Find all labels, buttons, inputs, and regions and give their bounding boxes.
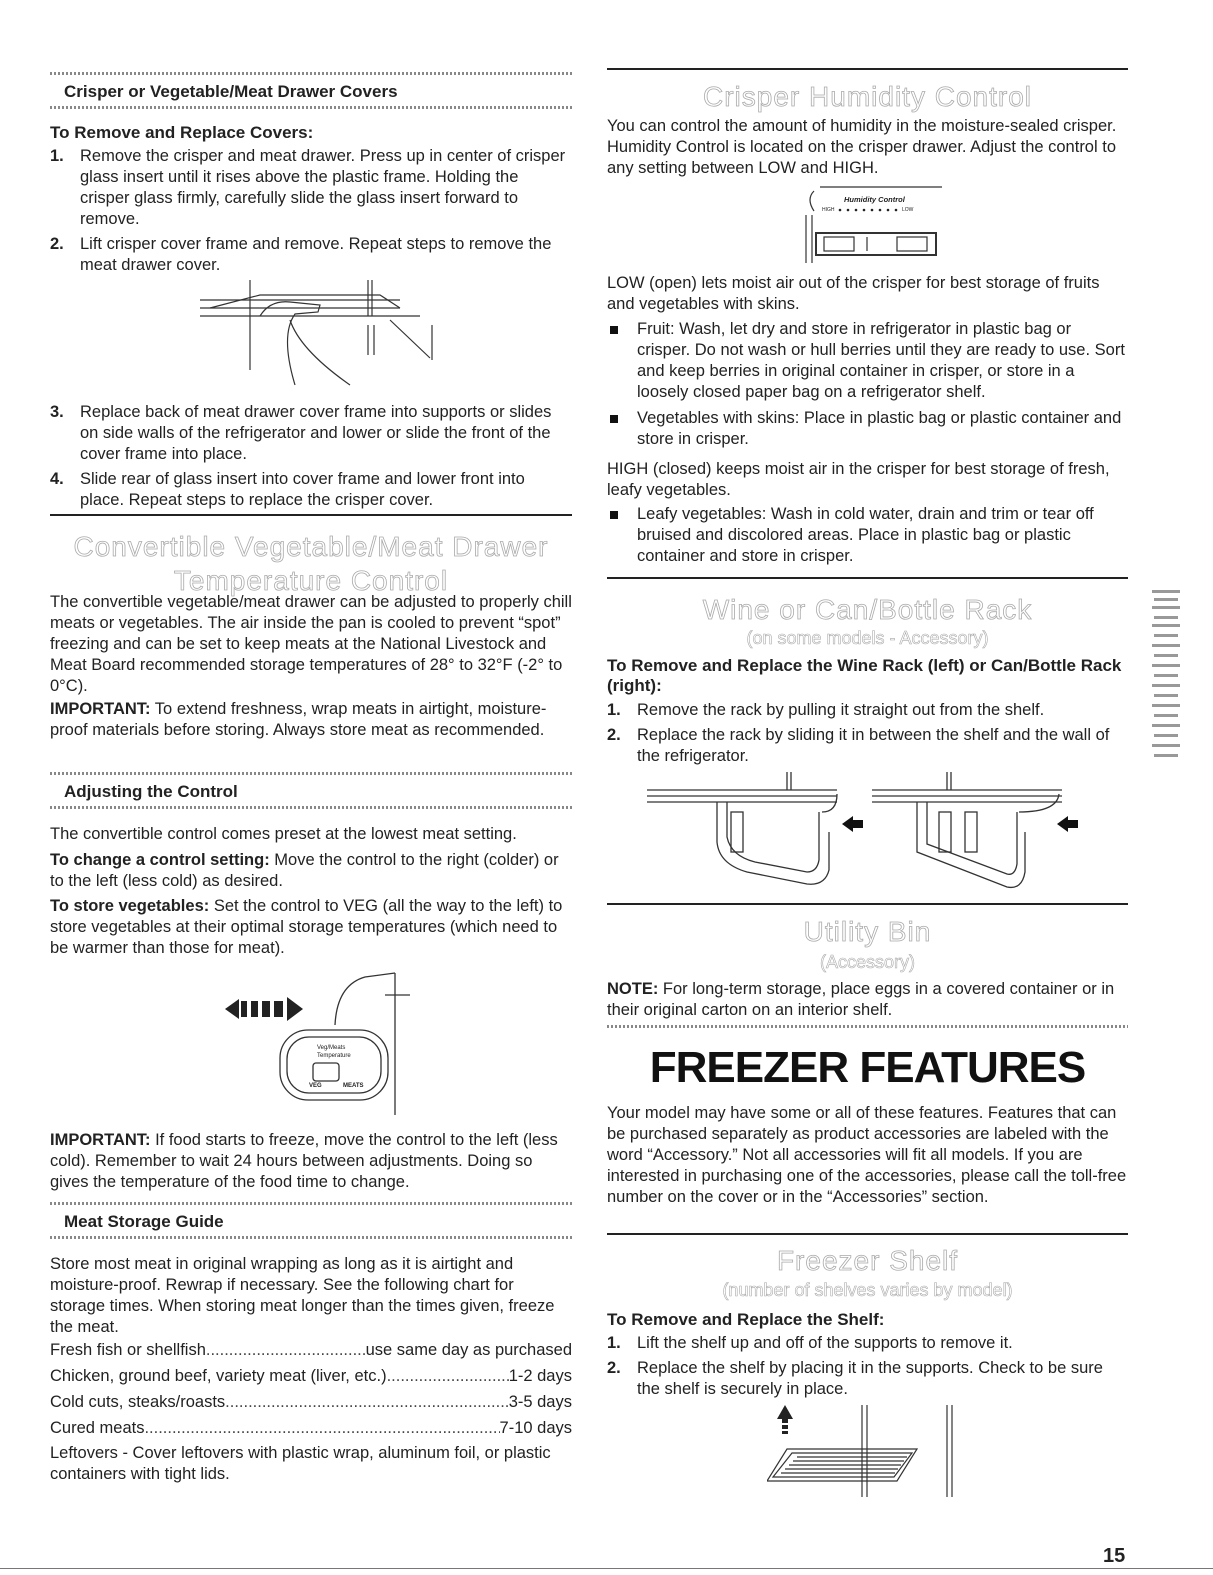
humidity-fig-label: Humidity Control — [844, 195, 905, 204]
high-setting-text: HIGH (closed) keeps moist air in the crisper for best storage of fresh, leafy vegetables. — [607, 460, 1110, 499]
divider — [50, 772, 572, 775]
shelf-steps — [607, 1333, 1128, 1404]
divider — [607, 68, 1128, 70]
freezer-shelf-illustration — [767, 1405, 957, 1497]
wine-rack-steps — [607, 700, 1128, 771]
section-title-wine-rack: Wine or Can/Bottle Rack — [702, 594, 1033, 625]
wine-rack-illustration — [647, 772, 1087, 892]
list-item: 2. Replace the shelf by placing it in the supports. Check to be sure the shelf is securely in place. — [607, 1359, 1103, 1398]
list-item: Fruit: Wash, let dry and store in refrigerator in plastic bag or crisper. Do not wash or hull berries until they are ready to use. Sort and keep berries in original container in crisper, or store in a loosely closed paper bag on a refrigerator shelf. — [607, 319, 1128, 403]
divider — [50, 1202, 572, 1205]
table-row: Chicken, ground beef, variety meat (liver, etc.) ..... 1-2 days — [50, 1366, 572, 1387]
divider — [607, 1233, 1128, 1235]
list-item: 1. Remove the crisper and meat drawer. Press up in center of crisper glass insert until it rises above the plastic frame. Holding the crisper glass firmly, carefully slide the glass insert forward to remove. — [50, 147, 566, 228]
dial-meats-label: MEATS — [343, 1083, 364, 1089]
shelf-heading: To Remove and Replace the Shelf: — [607, 1310, 885, 1329]
section-subtitle-wine-rack: (on some models - Accessory) — [746, 628, 989, 648]
list-item: 2. Lift crisper cover frame and remove. Repeat steps to remove the meat drawer cover. — [50, 235, 552, 274]
dial-veg-label: VEG — [309, 1083, 322, 1089]
table-row: Cured meats ..... 7-10 days — [50, 1418, 572, 1439]
leftovers-text: Leftovers - Cover leftovers with plastic wrap, aluminum foil, or plastic containers with tight lids. — [50, 1444, 551, 1483]
change-setting-text: To change a control setting: Move the control to the right (colder) or to the left (less cold) as desired. — [50, 851, 559, 890]
dial-label: Temperature — [317, 1053, 351, 1059]
humidity-fig-high: HIGH — [822, 207, 835, 213]
section-title-convertible: Convertible Vegetable/Meat Drawer Temperature Control — [73, 531, 549, 596]
low-bullets — [607, 319, 1128, 455]
table-row: Fresh fish or shellfish ..... use same day as purchased — [50, 1340, 572, 1361]
remove-steps-list — [50, 146, 572, 280]
divider — [50, 806, 572, 809]
remove-covers-heading: To Remove and Replace Covers: — [50, 123, 314, 142]
side-tab-pattern — [1150, 590, 1185, 765]
section-title-freezer-shelf: Freezer Shelf — [776, 1245, 959, 1276]
adjusting-body: The convertible control comes preset at the lowest meat setting. — [50, 825, 517, 843]
convertible-body: The convertible vegetable/meat drawer can be adjusted to properly chill meats or vegetables. The air inside the pan is cooled to prevent “spot” freezing and can be set to keep meats at the National Livestock and Meat Board recommended storage temperatures of 28° to 32°F (-2° to 0°C). — [50, 593, 572, 695]
utility-note: NOTE: For long-term storage, place eggs in a covered container or in their original carton on an interior shelf. — [607, 980, 1115, 1019]
dial-label: Veg/Meats — [317, 1045, 346, 1051]
list-item: Vegetables with skins: Place in plastic bag or plastic container and store in crisper. — [607, 408, 1128, 450]
divider — [50, 106, 572, 109]
list-item: 1. Lift the shelf up and off of the supports to remove it. — [607, 1334, 1013, 1352]
important-note-1: IMPORTANT: To extend freshness, wrap meats in airtight, moisture-proof materials before storing. Always store meat as recommended. — [50, 700, 547, 739]
section-subtitle-freezer-shelf: (number of shelves varies by model) — [722, 1280, 1013, 1300]
list-item: 3. Replace back of meat drawer cover frame into supports or slides on side walls of the refrigerator and lower or slide the front of the cover frame into place. — [50, 403, 552, 463]
freezer-features-title: FREEZER FEATURES — [649, 1043, 1086, 1092]
page-number: 15 — [1103, 1545, 1126, 1567]
section-heading-adjusting: Adjusting the Control — [64, 782, 238, 801]
bottom-edge — [0, 1568, 1213, 1569]
crisper-cover-illustration — [200, 280, 440, 390]
divider — [607, 903, 1128, 905]
control-dial-illustration — [225, 965, 415, 1115]
list-item: 2. Replace the rack by sliding it in between the shelf and the wall of the refrigerator. — [607, 726, 1110, 765]
humidity-fig-low: LOW — [902, 207, 914, 213]
section-title-utility-bin: Utility Bin — [803, 916, 932, 947]
meat-guide-body: Store most meat in original wrapping as long as it is airtight and moisture-proof. Rewrap if necessary. See the following chart for storage times. When storing meat longer than the times given, freeze the meat. — [50, 1255, 555, 1336]
high-bullets — [607, 504, 1128, 572]
list-item: Leafy vegetables: Wash in cold water, drain and trim or tear off bruised and discolored areas. Place in plastic bag or plastic container and store in crisper. — [607, 504, 1128, 567]
section-subtitle-utility-bin: (Accessory) — [819, 952, 915, 972]
divider — [50, 1236, 572, 1239]
store-vegetables-text: To store vegetables: Set the control to VEG (all the way to the left) to store vegetables at their optimal storage temperatures (which need to be warmer than those for meat). — [50, 897, 563, 957]
section-title-humidity: Crisper Humidity Control — [703, 81, 1032, 112]
meat-storage-chart — [50, 1340, 572, 1444]
section-heading-crisper-covers: Crisper or Vegetable/Meat Drawer Covers — [64, 82, 398, 101]
table-row: Cold cuts, steaks/roasts ..... 3-5 days — [50, 1392, 572, 1413]
divider — [50, 72, 572, 75]
divider — [607, 1025, 1128, 1028]
humidity-control-illustration — [802, 185, 952, 263]
section-heading-meat-guide: Meat Storage Guide — [64, 1212, 224, 1231]
divider — [50, 514, 572, 516]
freezer-body: Your model may have some or all of these features. Features that can be purchased separately as product accessories are labeled with the word “Accessory.” Not all accessories will fit all models. If you are interested in purchasing one of the accessories, please call the toll-free number on the cover or in the “Accessories” section. — [607, 1104, 1127, 1206]
humidity-body: You can control the amount of humidity in the moisture-sealed crisper. Humidity Control is located on the crisper drawer. Adjust the control to any setting between LOW and HIGH. — [607, 117, 1117, 177]
wine-rack-heading: To Remove and Replace the Wine Rack (left) or Can/Bottle Rack (right): — [607, 656, 1122, 695]
list-item: 1. Remove the rack by pulling it straight out from the shelf. — [607, 701, 1045, 719]
divider — [607, 577, 1128, 579]
low-setting-text: LOW (open) lets moist air out of the crisper for best storage of fruits and vegetables with skins. — [607, 274, 1100, 313]
replace-steps-list — [50, 402, 572, 515]
list-item: 4. Slide rear of glass insert into cover frame and lower front into place. Repeat steps to replace the crisper cover. — [50, 470, 525, 509]
important-note-2: IMPORTANT: If food starts to freeze, move the control to the left (less cold). Remember to wait 24 hours between adjustments. Doing so gives the temperature of the food time to change. — [50, 1131, 558, 1191]
